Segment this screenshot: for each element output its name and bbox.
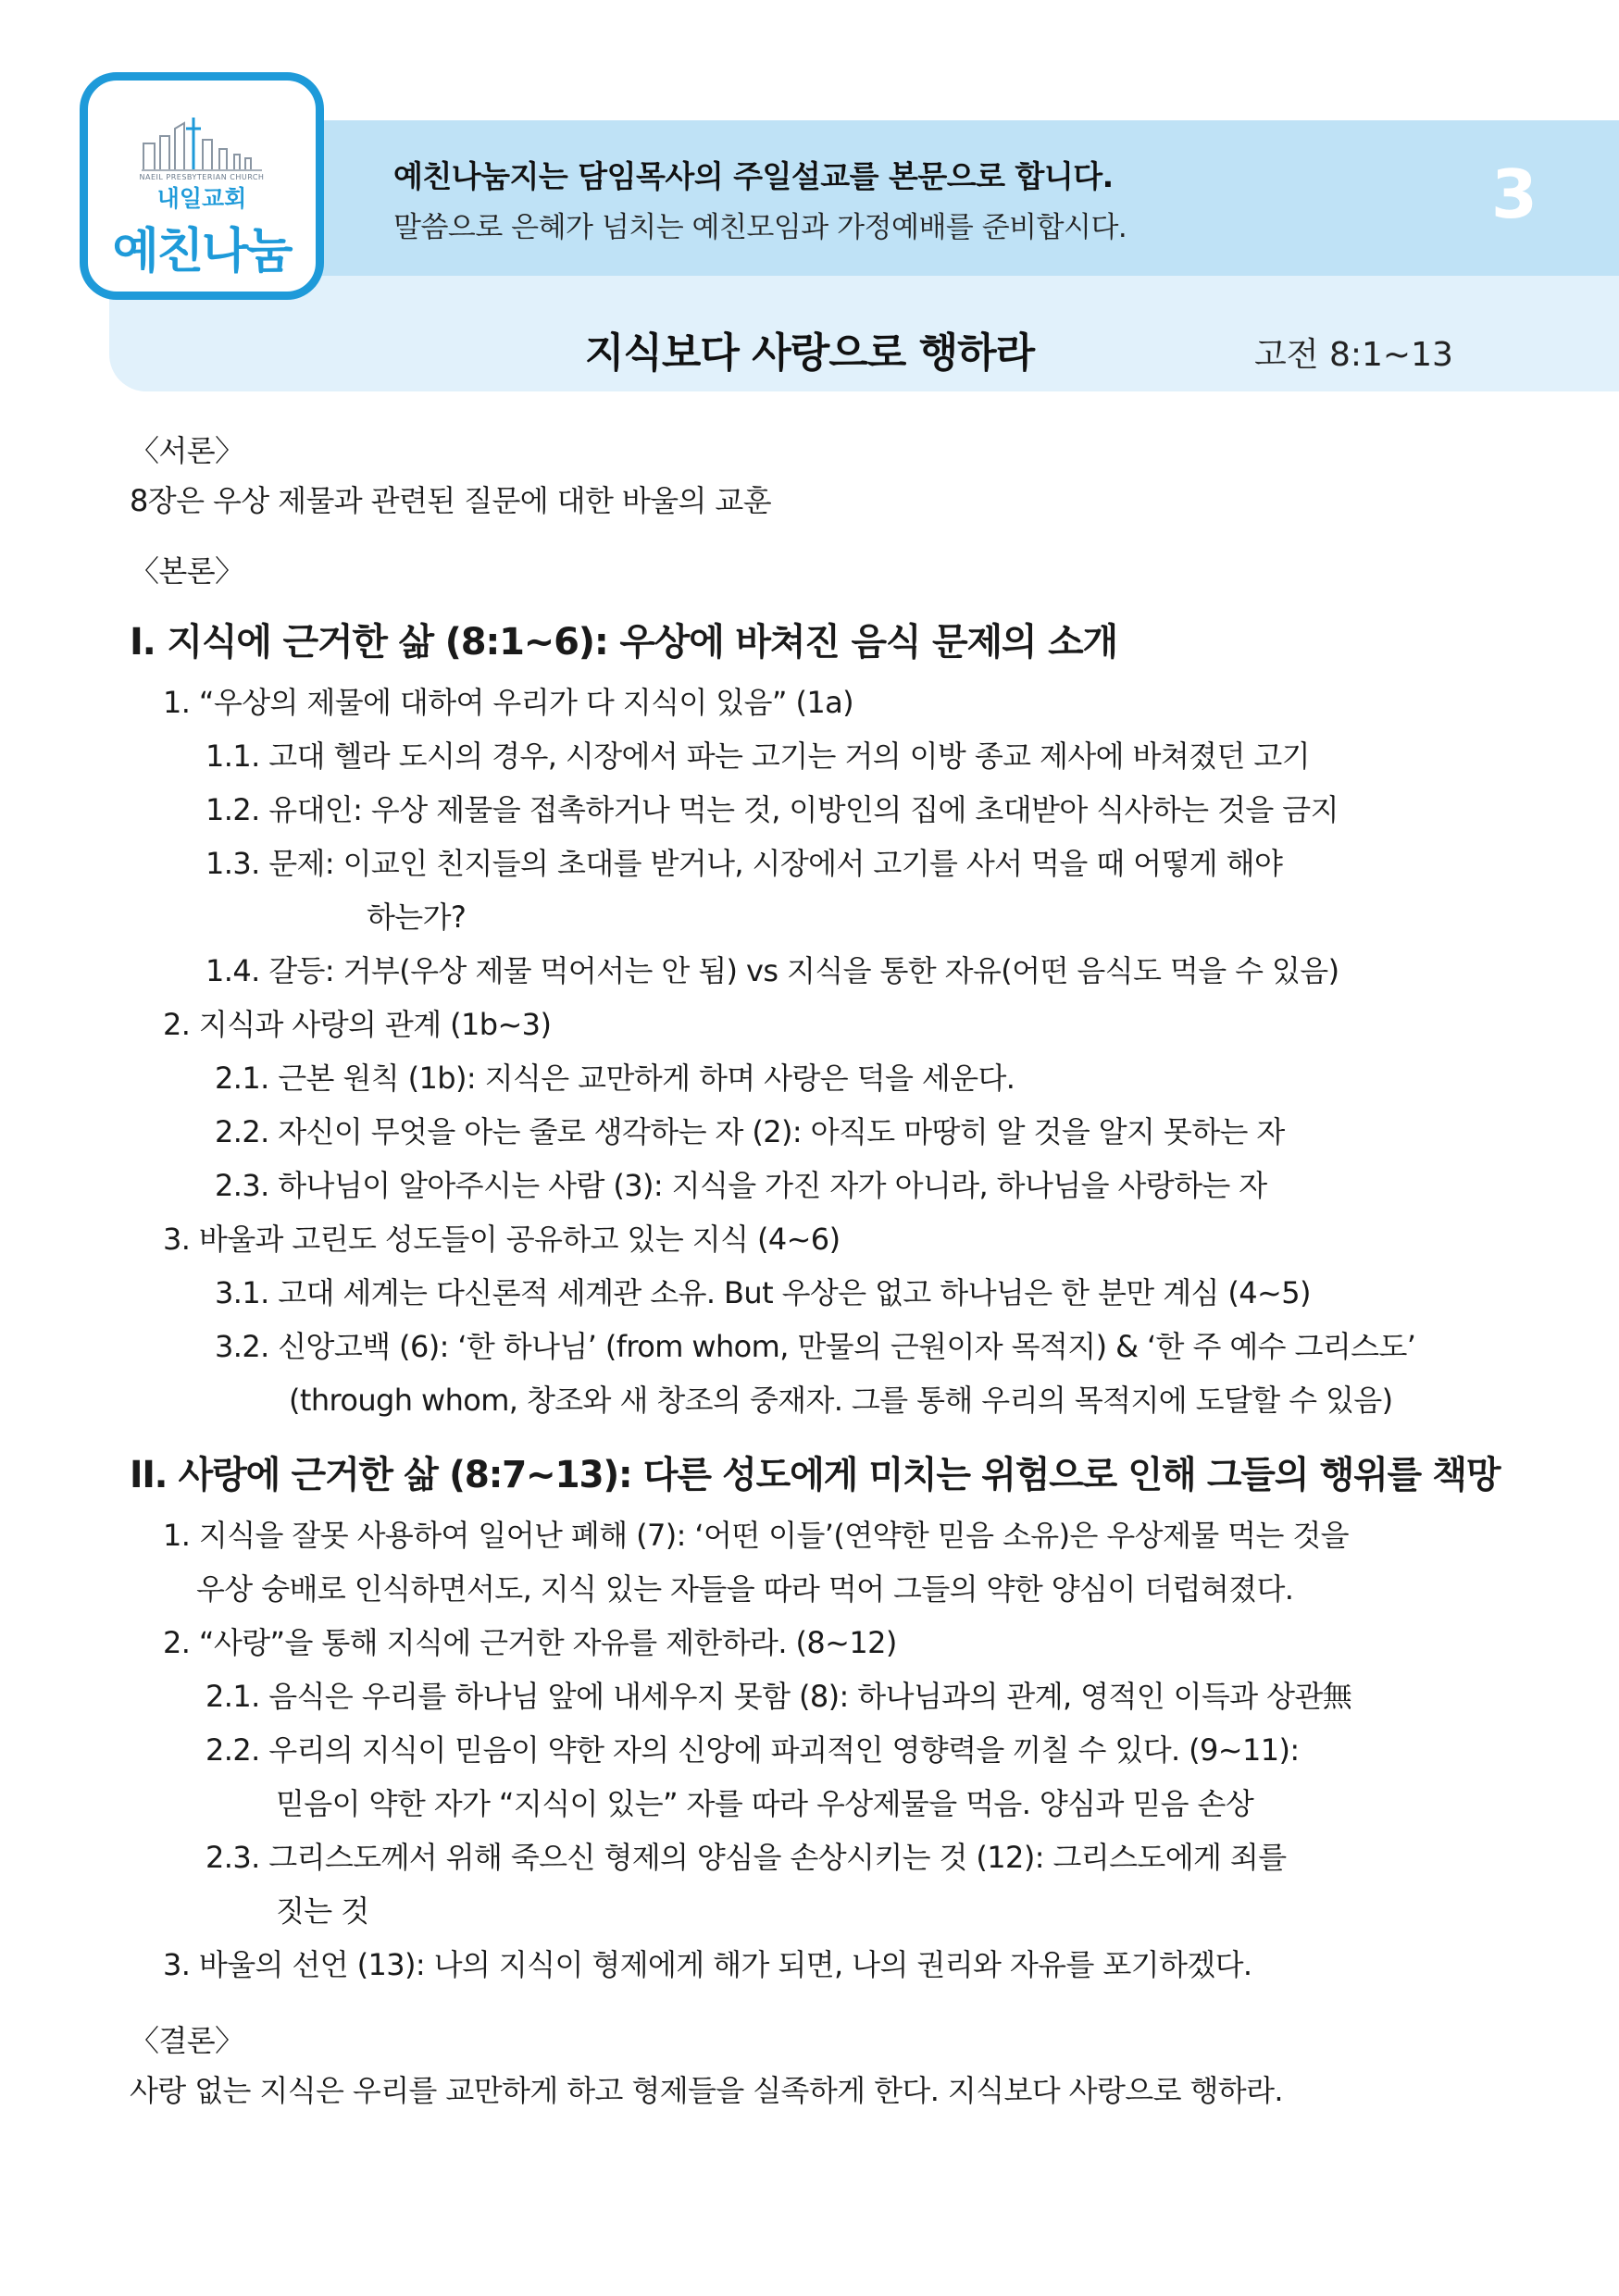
church-logo [80, 72, 324, 300]
section1-point-3-2: 3.2. 신앙고백 (6): ‘한 하나님’ (from whom, 만물의 근원이자 목적지) & ‘한 주 예수 그리스도’ [215, 1329, 1416, 1364]
skyline-cross-icon [142, 116, 262, 171]
header-subnotice: 말씀으로 은혜가 넘치는 예친모임과 가정예배를 준비합시다. [393, 211, 1127, 244]
section1-point-1: 1. “우상의 제물에 대하여 우리가 다 지식이 있음” (1a) [163, 685, 854, 720]
section2-point-2-2: 2.2. 우리의 지식이 믿음이 약한 자의 신앙에 파괴적인 영향력을 끼칠 수 있다. (9~11): [205, 1732, 1300, 1768]
section2-point-1-cont: 우상 숭배로 인식하면서도, 지식 있는 자들을 따라 먹어 그들의 약한 양심이 더럽혀졌다. [196, 1571, 1294, 1607]
conclusion-heading: 〈결론〉 [130, 2023, 244, 2058]
intro-text: 8장은 우상 제물과 관련된 질문에 대한 바울의 교훈 [130, 483, 772, 518]
scripture-reference: 고전 8:1~13 [1254, 336, 1453, 374]
conclusion-text: 사랑 없는 지식은 우리를 교만하게 하고 형제들을 실족하게 한다. 지식보다 사랑으로 행하라. [130, 2073, 1283, 2108]
section1-point-2: 2. 지식과 사랑의 관계 (1b~3) [163, 1007, 552, 1042]
section2-point-2: 2. “사랑”을 통해 지식에 근거한 자유를 제한하라. (8~12) [163, 1625, 897, 1660]
section2-point-1: 1. 지식을 잘못 사용하여 일어난 폐해 (7): ‘어떤 이들’(연약한 믿음 소유)은 우상제물 먹는 것을 [163, 1518, 1349, 1553]
body-heading: 〈본론〉 [130, 553, 244, 589]
section2-heading: II. 사랑에 근거한 삶 (8:7~13): 다른 성도에게 미치는 위험으로 인해 그들의 행위를 책망 [130, 1454, 1501, 1496]
intro-heading: 〈서론〉 [130, 433, 244, 468]
section1-point-1-2: 1.2. 유대인: 우상 제물을 접촉하거나 먹는 것, 이방인의 집에 초대받아 식사하는 것을 금지 [205, 792, 1339, 827]
section2-point-3: 3. 바울의 선언 (13): 나의 지식이 형제에게 해가 되면, 나의 권리와 자유를 포기하겠다. [163, 1947, 1252, 1982]
section2-point-2-2-cont: 믿음이 약한 자가 “지식이 있는” 자를 따라 우상제물을 먹음. 양심과 믿음 손상 [276, 1786, 1254, 1821]
section1-point-3: 3. 바울과 고린도 성도들이 공유하고 있는 지식 (4~6) [163, 1222, 841, 1257]
section2-point-2-3-cont: 짓는 것 [276, 1893, 369, 1929]
section2-point-2-1: 2.1. 음식은 우리를 하나님 앞에 내세우지 못함 (8): 하나님과의 관계, 영적인 이득과 상관無 [205, 1679, 1352, 1714]
section1-point-3-1: 3.1. 고대 세계는 다신론적 세계관 소유. But 우상은 없고 하나님은 한 분만 계심 (4~5) [215, 1275, 1311, 1310]
section2-point-2-3: 2.3. 그리스도께서 위해 죽으신 형제의 양심을 손상시키는 것 (12): 그리스도에게 죄를 [205, 1840, 1287, 1875]
section1-point-1-1: 1.1. 고대 헬라 도시의 경우, 시장에서 파는 고기는 거의 이방 종교 제사에 바쳐졌던 고기 [205, 738, 1310, 774]
section1-point-2-3: 2.3. 하나님이 알아주시는 사람 (3): 지식을 가진 자가 아니라, 하나님을 사랑하는 자 [215, 1168, 1267, 1203]
sermon-title: 지식보다 사랑으로 행하라 [584, 329, 1035, 377]
logo-church-english: NAEIL PRESBYTERIAN CHURCH [139, 173, 265, 181]
section1-point-2-2: 2.2. 자신이 무엇을 아는 줄로 생각하는 자 (2): 아직도 마땅히 알 것을 알지 못하는 자 [215, 1114, 1285, 1149]
section1-point-1-4: 1.4. 갈등: 거부(우상 제물 먹어서는 안 됨) vs 지식을 통한 자유(어떤 음식도 먹을 수 있음) [205, 953, 1339, 988]
section1-point-2-1: 2.1. 근본 원칙 (1b): 지식은 교만하게 하며 사랑은 덕을 세운다. [215, 1061, 1015, 1096]
section1-point-3-2-cont: (through whom, 창조와 새 창조의 중재자. 그를 통해 우리의 목적지에 도달할 수 있음) [289, 1383, 1393, 1418]
section1-heading: I. 지식에 근거한 삶 (8:1~6): 우상에 바쳐진 음식 문제의 소개 [130, 621, 1117, 664]
section1-point-1-3: 1.3. 문제: 이교인 친지들의 초대를 받거나, 시장에서 고기를 사서 먹을 때 어떻게 해야 [205, 846, 1283, 881]
logo-church-name: 내일교회 [156, 185, 247, 212]
page-number: 3 [1490, 155, 1538, 233]
logo-title: 예친나눔 [112, 224, 292, 279]
header-notice: 예친나눔지는 담임목사의 주일설교를 본문으로 합니다. [393, 158, 1114, 194]
section1-point-1-3-cont: 하는가? [367, 900, 467, 935]
header-band [109, 120, 1619, 276]
